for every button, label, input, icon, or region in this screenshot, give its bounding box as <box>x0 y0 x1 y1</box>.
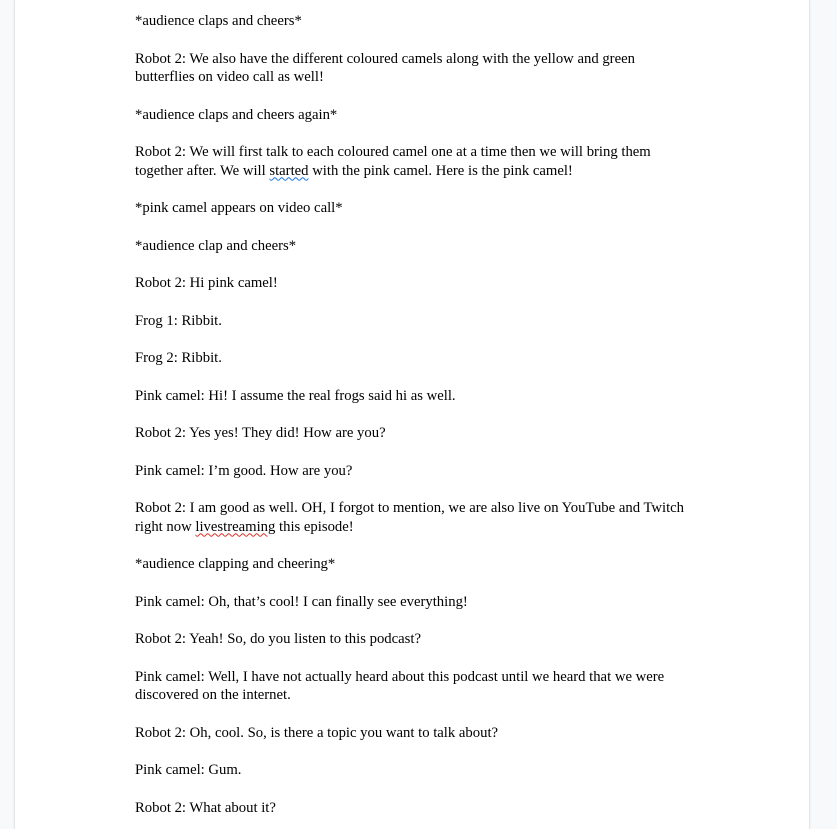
paragraph[interactable]: *pink camel appears on video call* <box>135 200 343 216</box>
paragraph[interactable]: *audience claps and cheers* <box>135 13 302 29</box>
paragraph[interactable] <box>135 143 695 180</box>
paragraph[interactable]: Pink camel: Hi! I assume the real frogs said hi as well. <box>135 387 456 404</box>
paragraph[interactable]: Robot 2: Oh, cool. So, is there a topic you want to talk about? <box>135 724 499 741</box>
paragraph[interactable]: Pink camel: Oh, that’s cool! I can finally see everything! <box>135 593 468 610</box>
paragraph[interactable]: *audience clapping and cheering* <box>135 556 336 572</box>
grammar-suggestion-word[interactable]: started <box>269 162 309 179</box>
paragraph-text: with the pink camel. Here is the pink camel! <box>308 162 573 179</box>
paragraph[interactable]: Robot 2: What about it? <box>135 799 276 816</box>
paragraph[interactable]: *audience claps and cheers again* <box>135 106 338 123</box>
paragraph[interactable]: Robot 2: Hi pink camel! <box>135 275 278 291</box>
paragraph[interactable]: Frog 1: Ribbit. <box>135 312 222 329</box>
paragraph[interactable]: Robot 2: Yes yes! They did! How are you? <box>135 425 386 441</box>
document-body[interactable] <box>135 12 695 829</box>
paragraph-text: Robot 2: We will first talk to each coloured camel one at a time then we will bring them together after. We will <box>135 144 655 179</box>
spelling-error-word[interactable]: livestreaming <box>195 518 276 535</box>
paragraph[interactable]: Pink camel: I’m good. How are you? <box>135 462 353 479</box>
paragraph-text: this episode! <box>275 518 354 535</box>
paragraph-text: Robot 2: I am good as well. OH, I forgot to mention, we are also live on YouTube and Twitch right now <box>135 500 688 535</box>
paragraph[interactable]: *audience clap and cheers* <box>135 237 297 254</box>
paragraph[interactable]: Robot 2: Yeah! So, do you listen to this podcast? <box>135 631 421 647</box>
paragraph[interactable]: Frog 2: Ribbit. <box>135 350 222 366</box>
paragraph[interactable] <box>135 499 695 536</box>
paragraph[interactable]: Robot 2: We also have the different coloured camels along with the yellow and green butterflies on video call as well! <box>135 50 639 85</box>
paragraph[interactable]: Pink camel: Gum. <box>135 762 242 778</box>
paragraph[interactable]: Pink camel: Well, I have not actually heard about this podcast until we heard that we were discovered on the internet. <box>135 668 668 703</box>
document-page[interactable] <box>15 0 809 829</box>
